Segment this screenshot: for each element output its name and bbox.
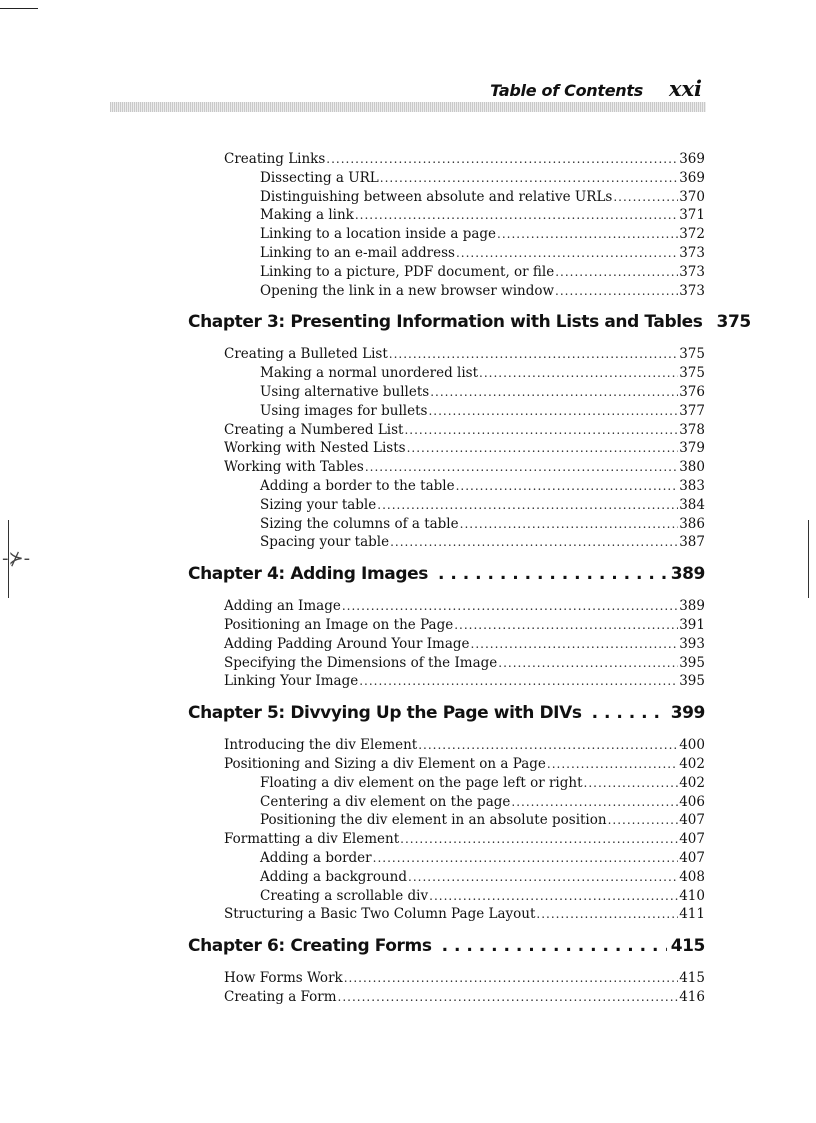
toc-entry[interactable] [224,150,705,169]
toc-page-number: 389 [679,598,705,615]
toc-entry-title: Adding a background [260,868,408,885]
dot-leader [592,700,667,726]
toc-entry[interactable] [224,988,705,1007]
toc-entry-title: Specifying the Dimensions of the Image [224,654,498,671]
toc-page-number: 400 [679,737,705,754]
toc-subentry[interactable] [260,263,705,282]
toc-page-number: 395 [679,654,705,671]
toc-chapter-heading[interactable] [188,309,751,335]
toc-entry-title: Creating a scrollable div [260,887,429,904]
dot-leader [380,169,678,188]
dot-leader [460,515,679,534]
toc-page-number: 369 [679,169,705,186]
toc-page-number: 391 [679,617,705,633]
toc-entry-title: Formatting a div Element [224,831,400,848]
toc-chapter-heading[interactable] [188,700,705,726]
toc-entry-title: Linking to a location inside a page [260,226,497,243]
toc-page-number: 378 [679,421,705,438]
toc-entry-title: Distinguishing between absolute and relative URLs [260,188,613,205]
dot-leader [497,225,678,244]
dot-leader [408,868,678,887]
toc-page-number: 415 [679,970,705,987]
toc-page-number: 372 [679,226,705,243]
toc-page-number: 371 [679,207,705,224]
toc-entry-title: Linking to an e-mail address [260,245,455,261]
toc-page-number: 375 [716,312,751,333]
toc-entry-title: Linking Your Image [224,673,359,690]
toc-entry-title: Chapter 5: Divvying Up the Page with DIVs [188,703,582,724]
toc-subentry[interactable] [260,188,705,207]
toc-subentry[interactable] [260,811,705,830]
toc-page-number: 379 [679,440,705,457]
toc-entry-title: How Forms Work [224,970,343,987]
dot-leader [555,282,678,301]
toc-entry[interactable] [224,635,705,654]
toc-entry-title: Chapter 6: Creating Forms [188,936,432,957]
toc-entry-title: Linking to a picture, PDF document, or file [260,263,555,280]
dot-leader [536,905,678,924]
dot-leader [389,345,678,364]
toc-page-number: 411 [679,906,705,923]
toc-entry[interactable] [224,439,705,458]
running-head-title: Table of Contents [490,81,643,100]
header-rule [110,102,706,112]
toc-entry[interactable] [224,654,705,673]
toc-entry-title: Opening the link in a new browser window [260,282,555,299]
toc-subentry[interactable] [260,383,705,402]
dot-leader [547,755,678,774]
toc-page-number: 407 [679,831,705,848]
running-head [110,76,706,102]
dot-leader [438,561,667,587]
toc-entry-title: Spacing your table [260,534,390,551]
toc-subentry[interactable] [260,244,705,263]
toc-entry-title: Positioning the div element in an absolute position [260,812,607,829]
dot-leader [326,150,678,169]
toc-entry-title: Structuring a Basic Two Column Page Layout [224,906,536,923]
dot-leader [400,830,678,849]
toc-page-number: 399 [670,703,705,724]
dot-leader [442,933,667,959]
crop-mark [808,520,809,598]
toc-subentry[interactable] [260,515,705,534]
dot-leader [555,263,678,282]
dot-leader [456,477,679,496]
dot-leader [344,969,679,988]
toc-page-number: 395 [679,673,705,690]
dot-leader [418,736,678,755]
toc-subentry[interactable] [260,477,705,496]
toc-subentry[interactable] [260,282,705,301]
toc-entry[interactable] [224,755,705,774]
toc-entry-title: Adding an Image [224,598,341,615]
toc-entry-title: Centering a div element on the page [260,793,511,810]
toc-subentry[interactable] [260,364,705,383]
toc-entry-title: Sizing your table [260,496,377,513]
dot-leader [338,988,679,1007]
toc-subentry[interactable] [260,868,705,887]
toc-entry-title: Floating a div element on the page left or right [260,774,583,791]
dot-leader [430,383,678,402]
dot-leader [377,496,678,515]
dot-leader [365,458,678,477]
toc-chapter-heading[interactable] [188,561,705,587]
toc-entry-title: Chapter 4: Adding Images [188,564,428,585]
dot-leader [454,616,678,635]
toc-entry[interactable] [224,458,705,477]
toc-entry-title: Adding Padding Around Your Image [224,635,470,652]
dot-leader [373,849,679,868]
toc-subentry[interactable] [260,169,705,188]
toc-entry-title: Creating a Bulleted List [224,346,388,363]
toc-page-number: 416 [679,989,705,1005]
toc-page-number: 370 [679,188,705,205]
dot-leader [479,364,678,383]
toc-page-number: 408 [679,868,705,885]
toc-page-number: 386 [679,515,705,532]
toc-page-number: 380 [679,459,705,476]
toc-subentry[interactable] [260,496,705,515]
toc-subentry[interactable] [260,793,705,812]
dot-leader [359,672,678,691]
toc-entry-title: Using alternative bullets [260,384,430,400]
dot-leader [471,635,679,654]
toc-entry-title: Dissecting a URL [260,169,379,186]
dot-leader [613,188,678,207]
toc-entry-title: Creating a Form [224,989,337,1005]
toc-page-number: 384 [679,496,705,513]
dot-leader [584,774,679,793]
dot-leader [456,244,678,263]
dot-leader [390,533,678,552]
dot-leader [428,402,678,421]
toc-entry-title: Creating a Numbered List [224,421,404,438]
toc-entry-title: Working with Nested Lists [224,440,406,457]
dot-leader [511,793,678,812]
toc-subentry[interactable] [260,533,705,552]
toc-subentry[interactable] [260,887,705,906]
toc-entry-title: Chapter 3: Presenting Information with Lists and Tables [188,312,703,333]
toc-page-number: 410 [679,887,705,904]
toc-chapter-heading[interactable] [188,933,705,959]
toc-page-number: 373 [679,245,705,261]
toc-page-number: 387 [679,534,705,551]
dot-leader [429,887,678,906]
toc-entry-title: Introducing the div Element [224,737,418,754]
crop-mark [0,8,38,9]
toc-entry-title: Sizing the columns of a table [260,515,459,532]
toc-entry[interactable] [224,736,705,755]
dot-leader [404,421,678,440]
toc-entry[interactable] [224,830,705,849]
toc-entry-title: Working with Tables [224,459,364,476]
toc-subentry[interactable] [260,206,705,225]
toc-entry[interactable] [224,905,705,924]
dot-leader [498,654,678,673]
toc-entry-title: Positioning an Image on the Page [224,617,454,633]
toc-page-number: 383 [679,478,705,494]
dot-leader [342,597,678,616]
toc-page-number: 402 [679,756,705,772]
dot-leader [355,206,678,225]
toc-page-number: 375 [679,346,705,363]
toc-page-number: 377 [679,402,705,419]
toc-subentry[interactable] [260,402,705,421]
toc-page-number: 406 [679,793,705,810]
toc-page-number: 402 [679,774,705,791]
toc-page-number: 415 [670,936,705,957]
toc-entry[interactable] [224,969,705,988]
toc-page-number: 375 [679,365,705,382]
toc-page-number: 373 [679,282,705,299]
toc-page-number: 407 [679,812,705,829]
page-folio: xxi [668,76,702,101]
toc-page-number: 389 [670,564,705,585]
toc-page-number: 369 [679,151,705,167]
toc-entry-title: Positioning and Sizing a div Element on a Page [224,756,546,772]
toc-entry-title: Making a normal unordered list [260,365,479,382]
toc-subentry[interactable] [260,225,705,244]
toc-entry-title: Adding a border [260,850,372,866]
toc-entry[interactable] [224,672,705,691]
toc-entry[interactable] [224,597,705,616]
toc-page-number: 376 [679,384,705,400]
toc-page-number: 393 [679,635,705,652]
toc-entry-title: Adding a border to the table [260,478,455,494]
toc-subentry[interactable] [260,774,705,793]
dot-leader [608,811,679,830]
toc-entry-title: Making a link [260,207,354,224]
toc-entry[interactable] [224,616,705,635]
toc-subentry[interactable] [260,849,705,868]
toc-entry-title: Using images for bullets [260,402,428,419]
registration-mark-icon: -⊁- [2,548,31,569]
toc-page-number: 407 [679,850,705,866]
toc-entry[interactable] [224,345,705,364]
toc-entry[interactable] [224,421,705,440]
toc-page-number: 373 [679,263,705,280]
dot-leader [407,439,679,458]
toc-entry-title: Creating Links [224,151,326,167]
